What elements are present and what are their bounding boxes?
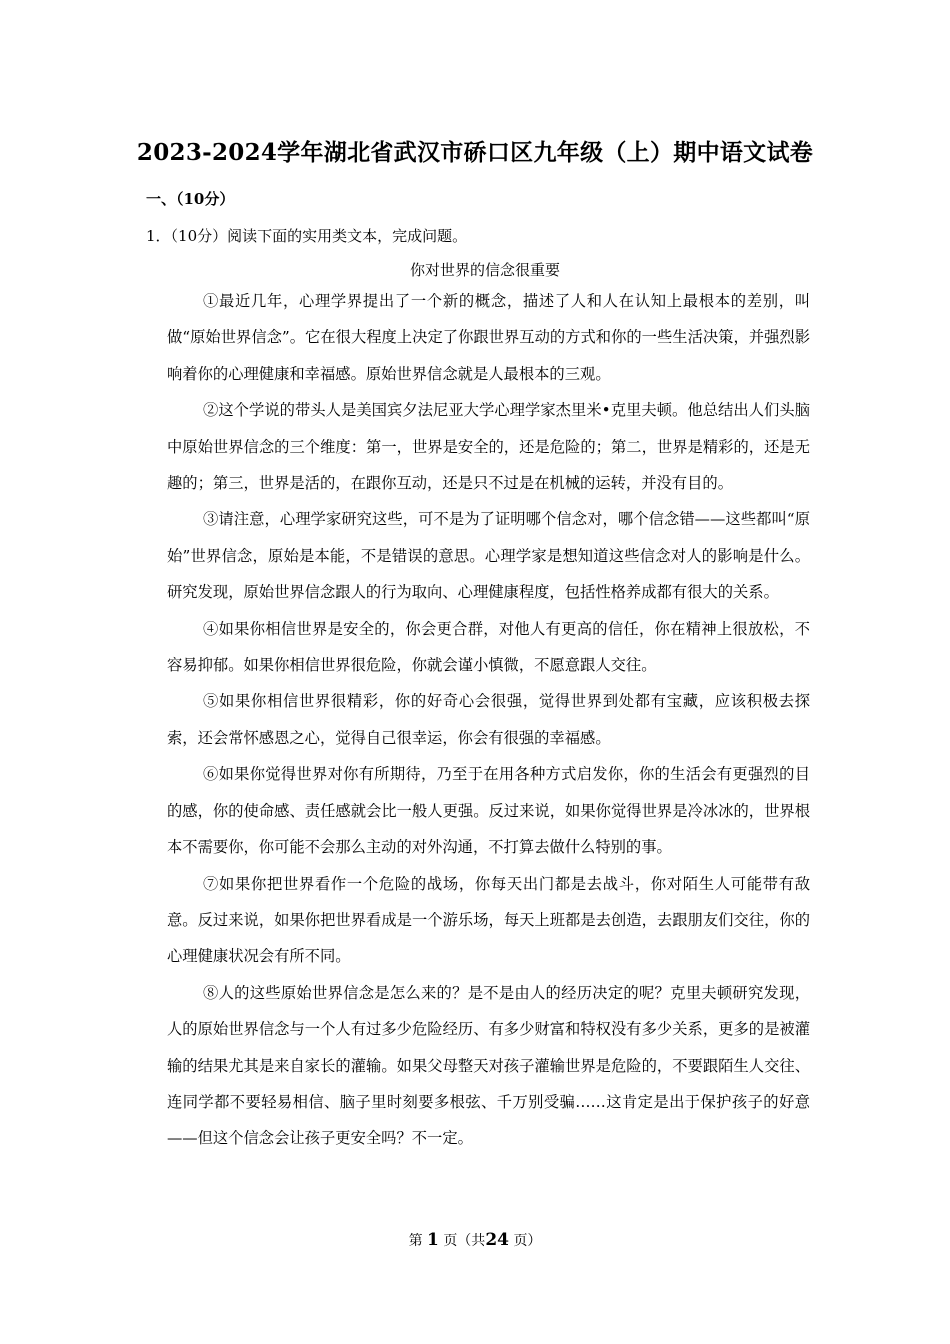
footer-suffix: 页）: [513, 1233, 542, 1249]
footer-middle: 页（共: [443, 1233, 486, 1249]
paragraph-8: ⑧人的这些原始世界信念是怎么来的？是不是由人的经历决定的呢？克里夫顿研究发现，人的原始世界信念与一个人有过多少危险经历、有多少财富和特权没有多少关系，更多的是被灌输的结果尤其是来自家长的灌输。如果父母整天对孩子灌输世界是危险的，不要跟陌生人交往、连同学都不要轻易相信、脑子里时刻要多根弦、千万别受骗……这肯定是出于保护孩子的好意——但这个信念会让孩子更安全吗？不一定。: [167, 983, 810, 1148]
exam-title: 2023-2024学年湖北省武汉市硚口区九年级（上）期中语文试卷: [136, 139, 814, 166]
paragraph-2: ②这个学说的带头人是美国宾夕法尼亚大学心理学家杰里米•克里夫顿。他总结出人们头脑中原始世界信念的三个维度：第一，世界是安全的，还是危险的；第二，世界是精彩的，还是无趣的；第三，世界是活的，在跟你互动，还是只不过是在机械的运转，并没有目的。: [167, 401, 810, 493]
page-footer: [0, 1230, 950, 1250]
paragraph-3: ③请注意，心理学家研究这些，可不是为了证明哪个信念对，哪个信念错——这些都叫“原始”世界信念，原始是本能，不是错误的意思。心理学家是想知道这些信念对人的影响是什么。研究发现，原始世界信念跟人的行为取向、心理健康程度，包括性格养成都有很大的关系。: [167, 510, 810, 602]
paragraph-1: ①最近几年，心理学界提出了一个新的概念，描述了人和人在认知上最根本的差别，叫做“原始世界信念”。它在很大程度上决定了你跟世界互动的方式和你的一些生活决策，并强烈影响着你的心理健康和幸福感。原始世界信念就是人最根本的三观。: [167, 292, 810, 383]
footer-total-pages: 24: [485, 1230, 509, 1250]
question-stem: 1．（10分）阅读下面的实用类文本，完成问题。: [146, 227, 468, 245]
paragraph-4: ④如果你相信世界是安全的，你会更合群，对他人有更高的信任，你在精神上很放松，不容易抑郁。如果你相信世界很危险，你就会谨小慎微，不愿意跟人交往。: [167, 619, 810, 675]
paragraph-5: ⑤如果你相信世界很精彩，你的好奇心会很强，觉得世界到处都有宝藏，应该积极去探索，还会常怀感恩之心，觉得自己很幸运，你会有很强的幸福感。: [167, 692, 810, 747]
article-title: 你对世界的信念很重要: [409, 261, 560, 279]
footer-page-number: 1: [427, 1230, 439, 1250]
paragraph-6: ⑥如果你觉得世界对你有所期待，乃至于在用各种方式启发你，你的生活会有更强烈的目的感，你的使命感、责任感就会比一般人更强。反过来说，如果你觉得世界是冷冰冰的，世界根本不需要你，你可能不会那么主动的对外沟通，不打算去做什么特别的事。: [167, 765, 810, 857]
footer-prefix: 第: [408, 1233, 423, 1249]
paragraph-7: ⑦如果你把世界看作一个危险的战场，你每天出门都是去战斗，你对陌生人可能带有敌意。反过来说，如果你把世界看成是一个游乐场，每天上班都是去创造，去跟朋友们交往，你的心理健康状况会有所不同。: [167, 874, 810, 966]
section-heading: 一、（10分）: [146, 190, 235, 208]
article-body: [167, 283, 810, 1157]
